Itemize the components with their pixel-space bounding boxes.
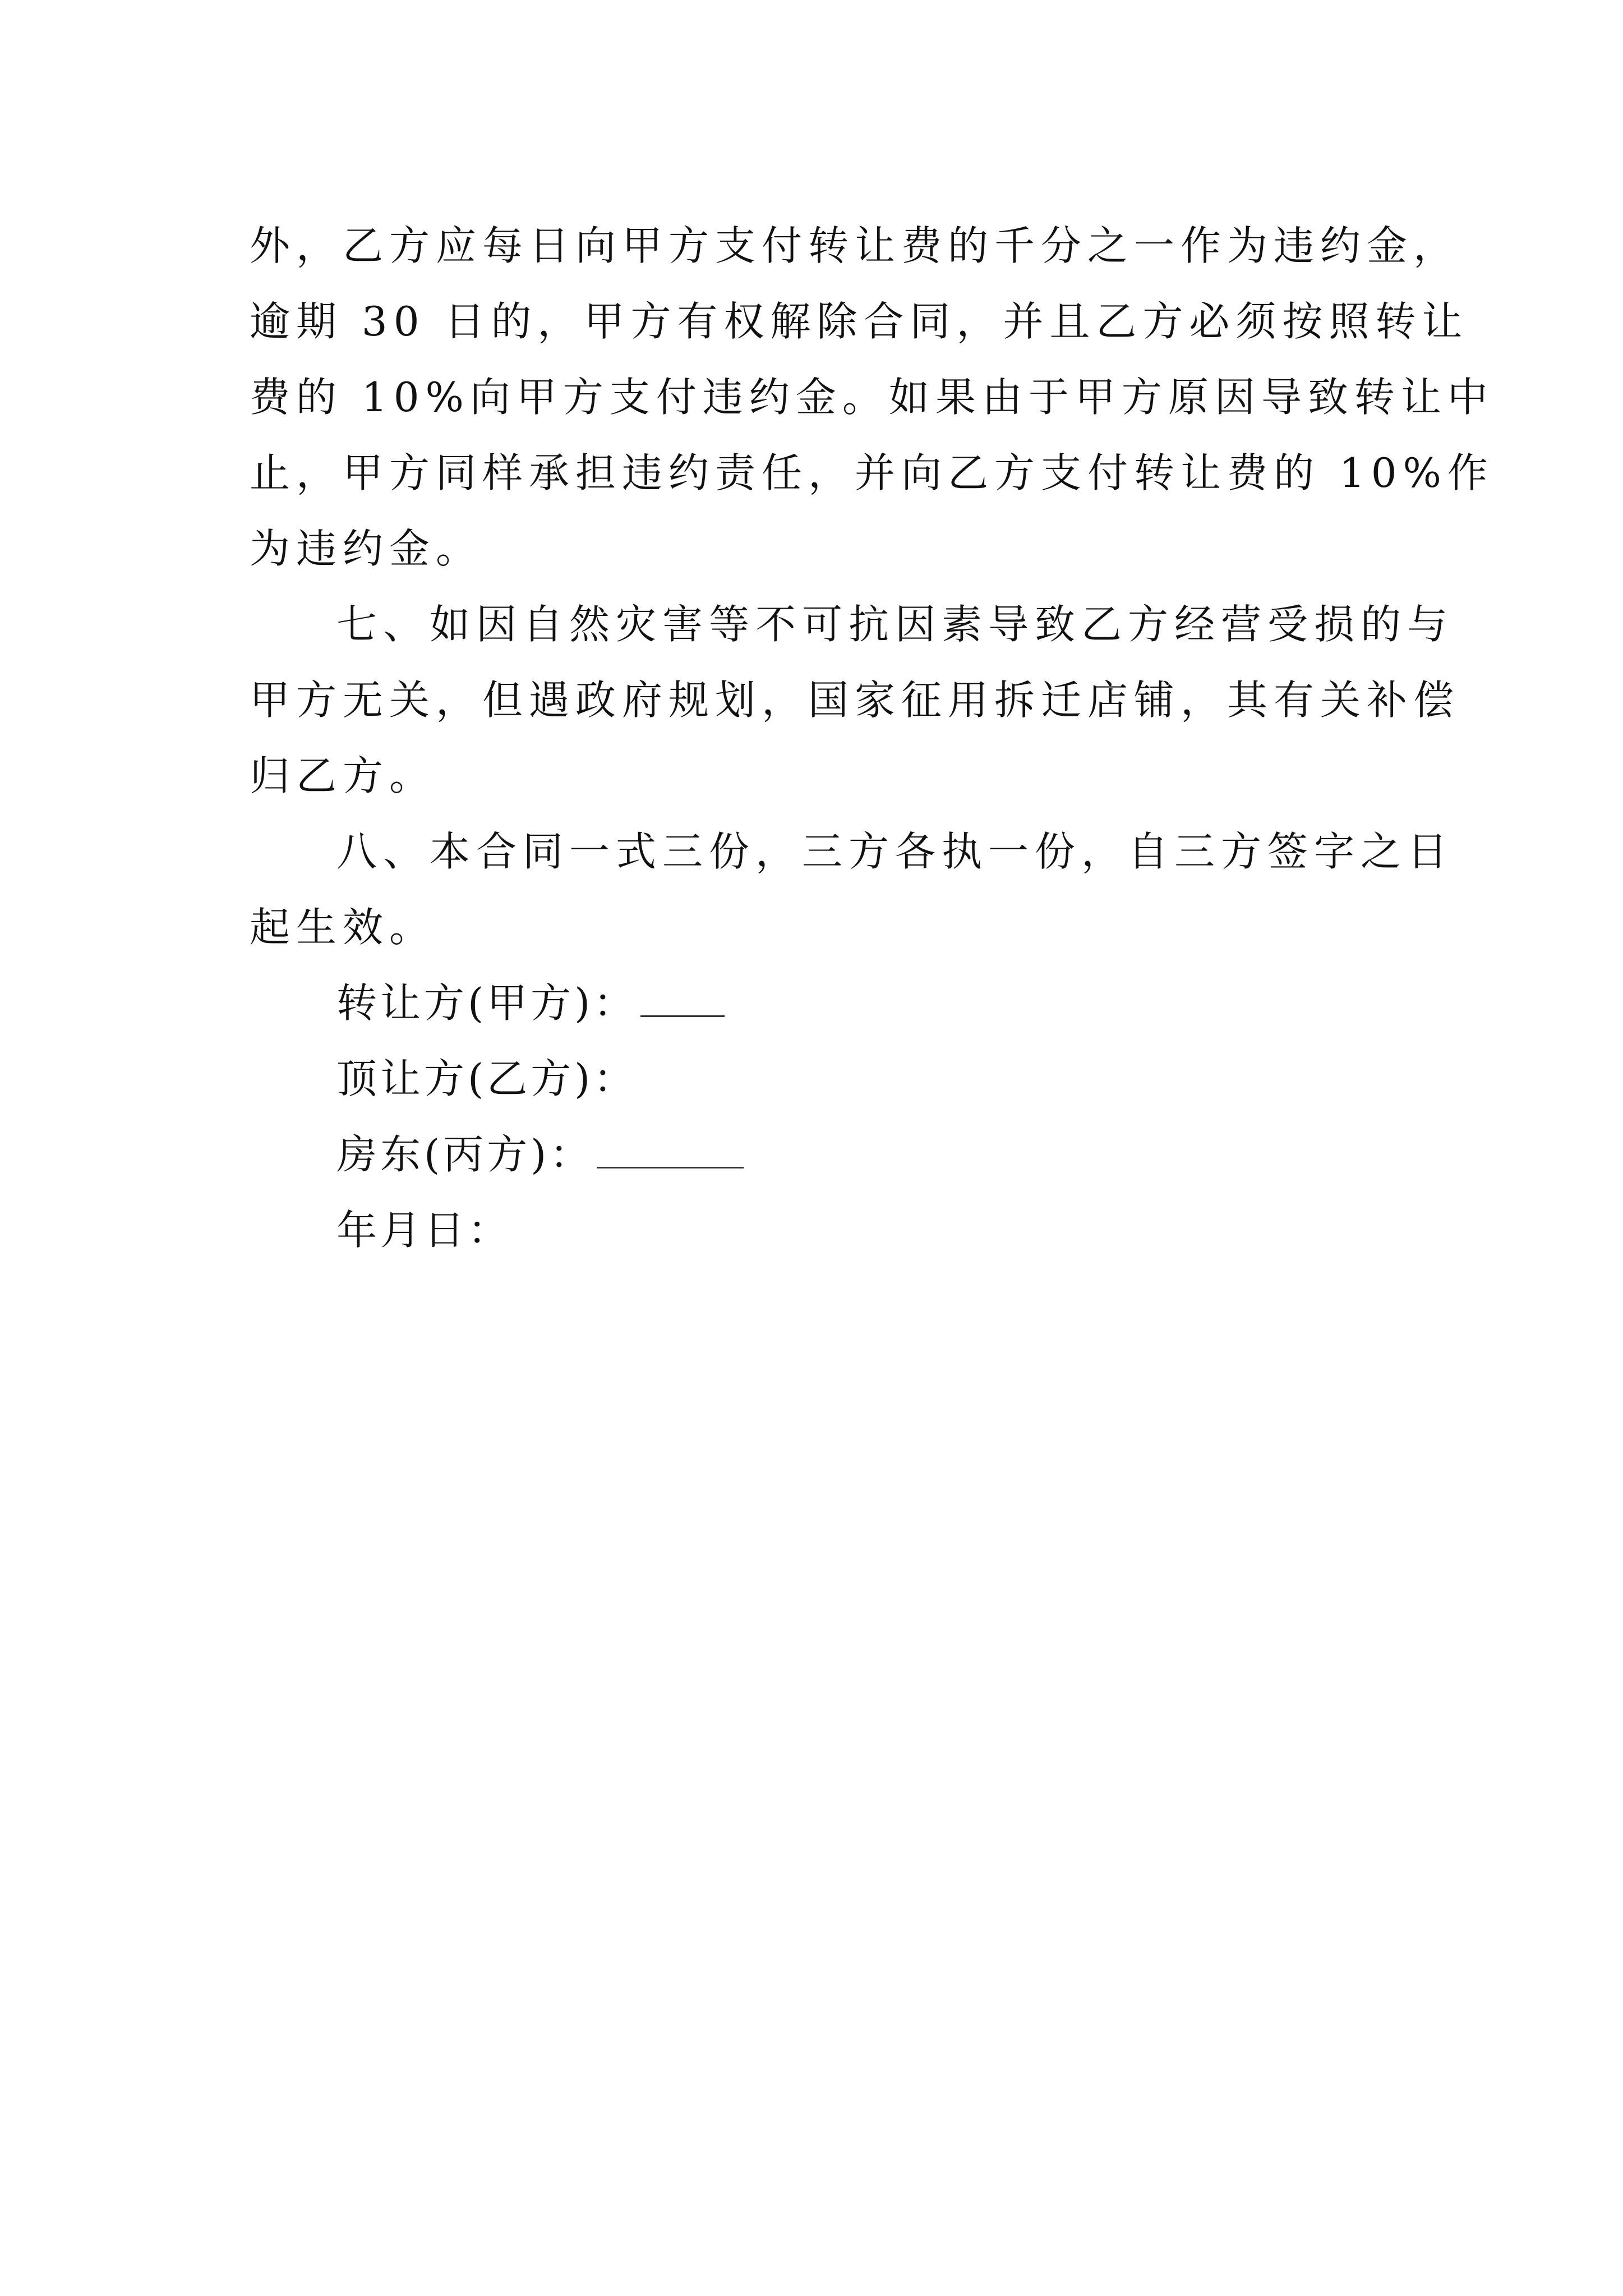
signature-transferor-blank xyxy=(640,982,725,1017)
paragraph-eight-line-1: 八、本合同一式三份，三方各执一份，自三方签字之日 xyxy=(336,828,1454,875)
paragraph-six-line-4: 止，甲方同样承担违约责任，并向乙方支付转让费的 10%作 xyxy=(250,449,1494,496)
paragraph-six-line-2: 逾期 30 日的，甲方有权解除合同，并且乙方必须按照转让 xyxy=(250,298,1469,345)
signature-transferee xyxy=(336,1051,637,1107)
signature-date xyxy=(336,1202,511,1258)
paragraph-six-line-1: 外，乙方应每日向甲方支付转让费的千分之一作为违约金， xyxy=(250,222,1460,269)
paragraph-eight-line-2: 起生效。 xyxy=(250,904,436,951)
signature-transferee-label: 顶让方(乙方)： xyxy=(336,1055,638,1102)
signature-landlord xyxy=(336,1126,744,1182)
paragraph-seven-line-3: 归乙方。 xyxy=(250,752,436,799)
paragraph-six-line-3: 费的 10%向甲方支付违约金。如果由于甲方原因导致转让中 xyxy=(250,374,1494,421)
signature-landlord-blank xyxy=(597,1133,744,1168)
signature-landlord-label: 房东(丙方)： xyxy=(336,1131,594,1178)
paragraph-seven-line-2: 甲方无关，但遇政府规划，国家征用拆迁店铺，其有关补偿 xyxy=(250,677,1460,724)
signature-transferor-label: 转让方(甲方)： xyxy=(336,979,638,1027)
paragraph-six-line-5: 为违约金。 xyxy=(250,525,483,572)
signature-transferor xyxy=(336,975,725,1031)
paragraph-seven-line-1: 七、如因自然灾害等不可抗因素导致乙方经营受损的与 xyxy=(336,601,1454,648)
signature-date-label: 年月日： xyxy=(336,1207,512,1254)
